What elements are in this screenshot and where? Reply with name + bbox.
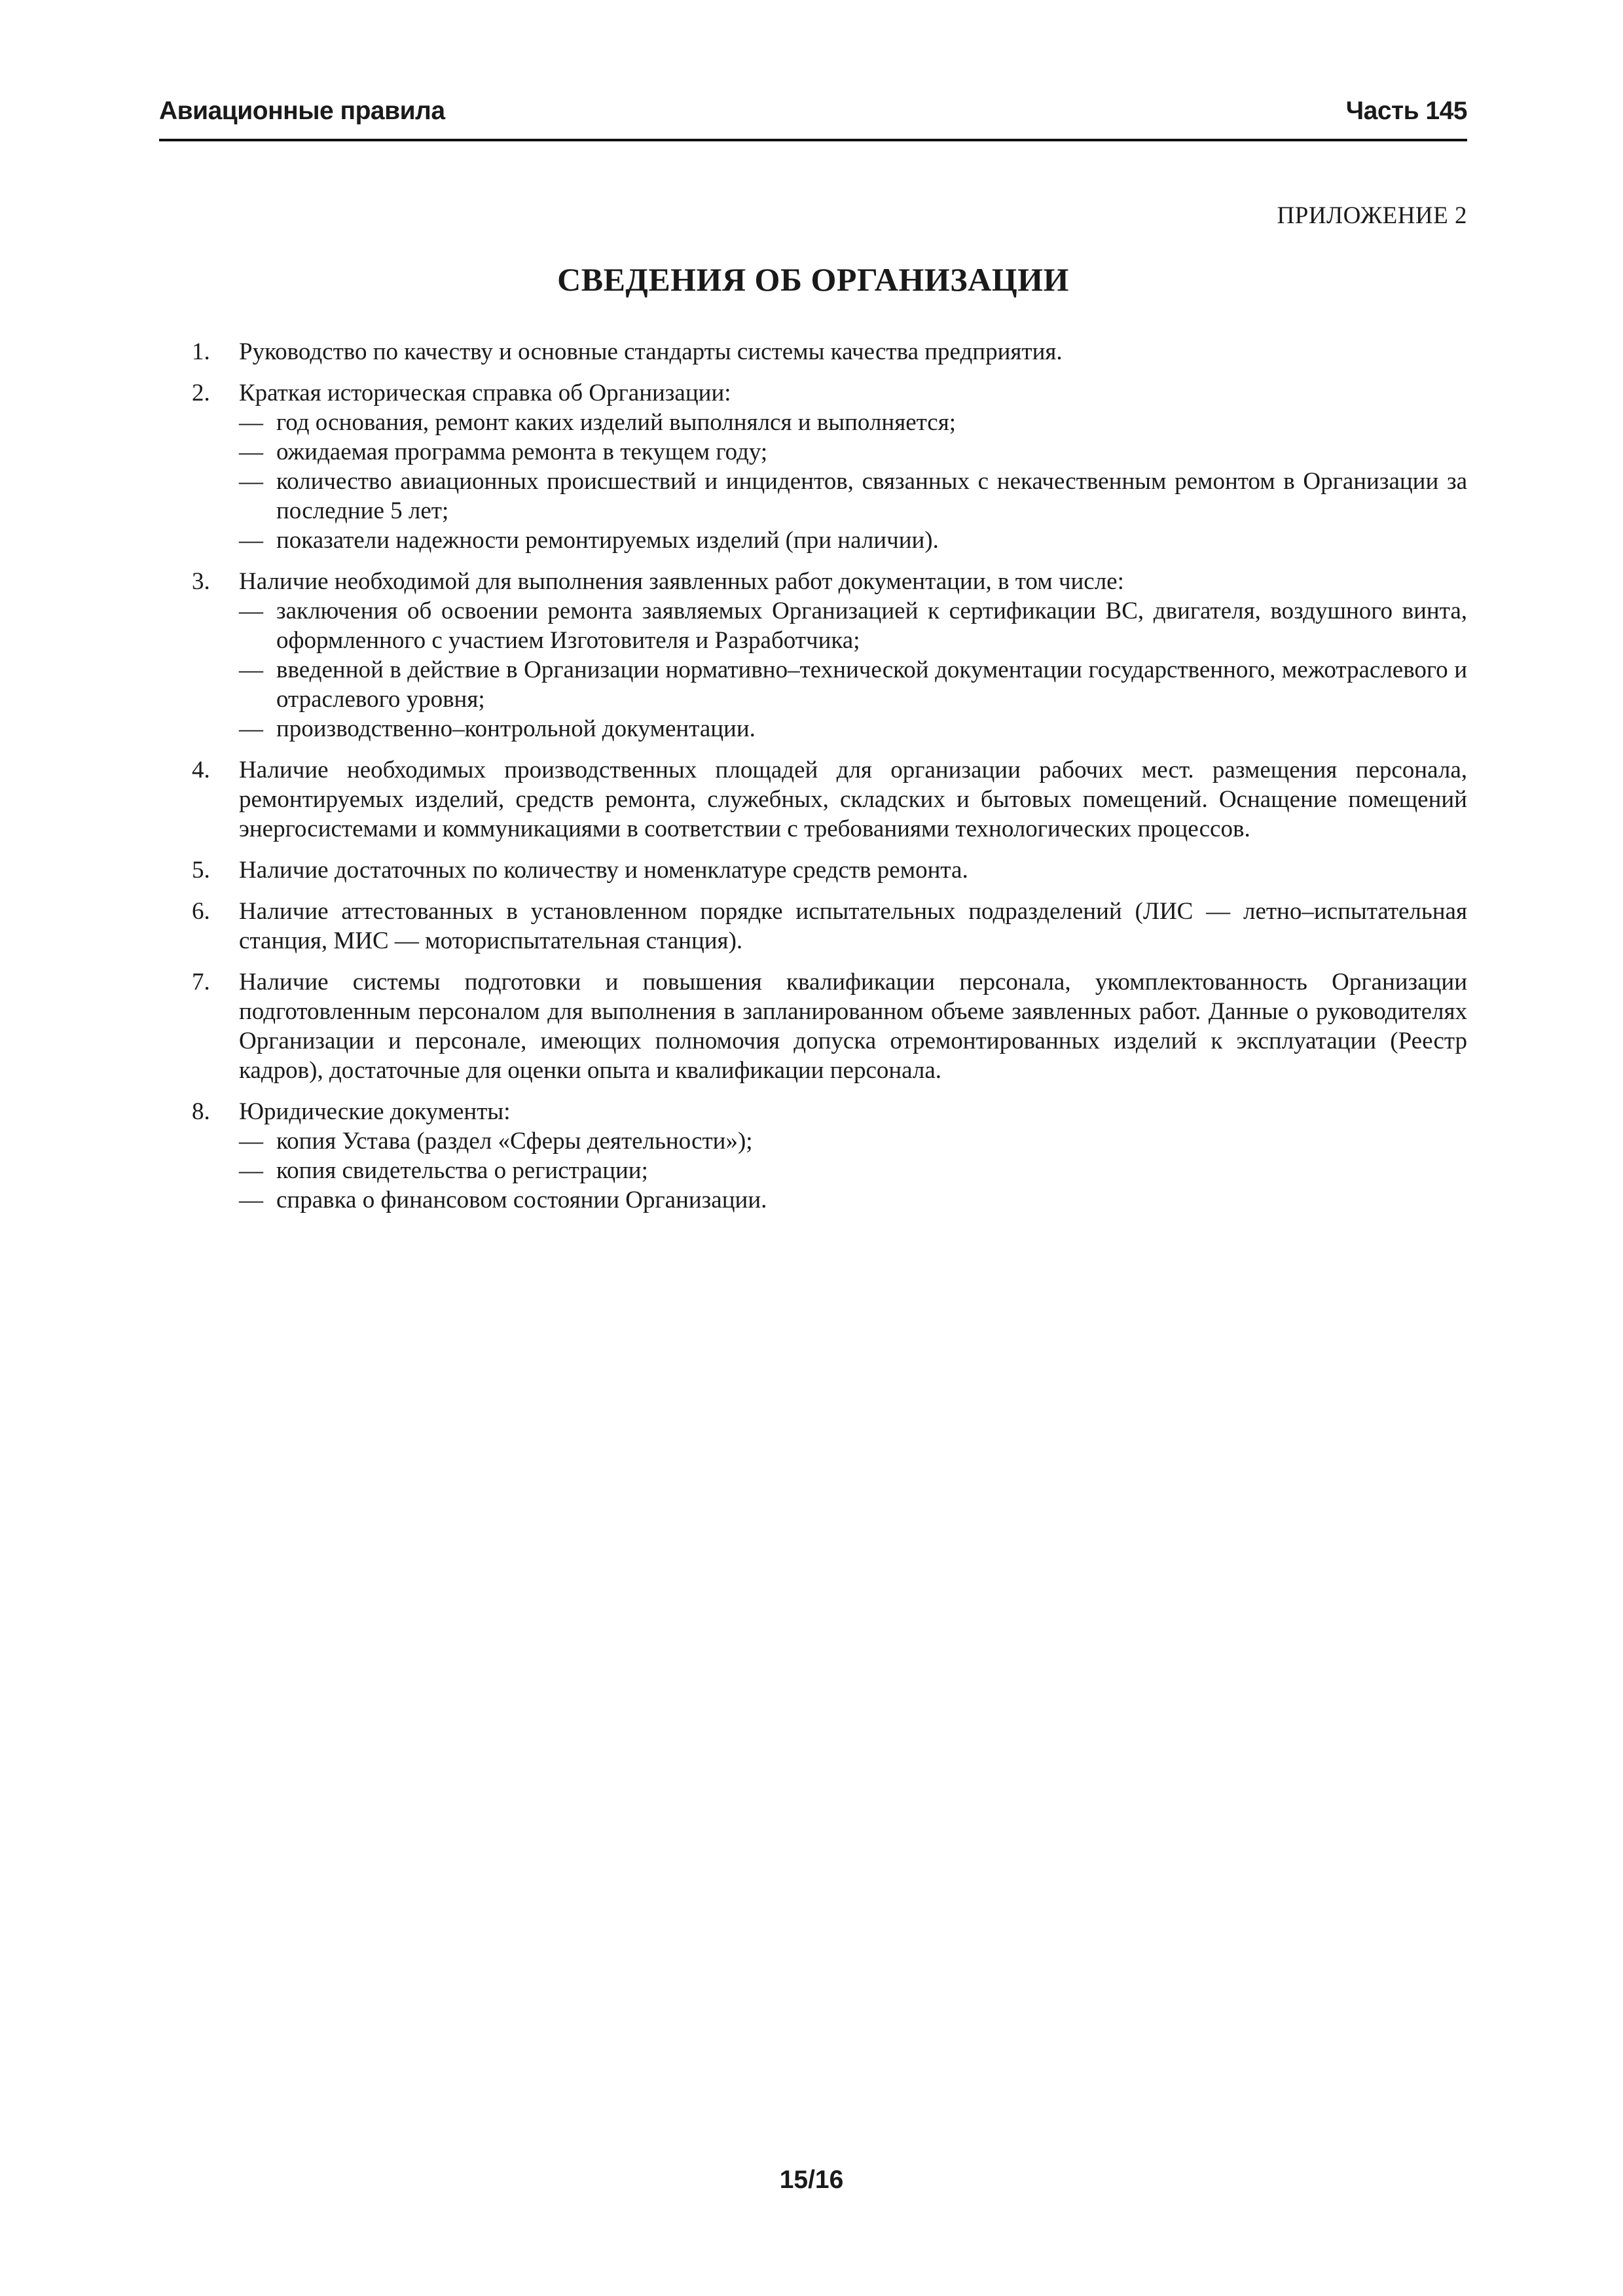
sub-item [239,437,1467,467]
item-number: 8. [192,1098,210,1125]
item-text: Наличие аттестованных в установленном порядке испытательных подразделений (ЛИС — летно–испытательная станция, МИС — моториспытательная станция). [239,898,1467,954]
item-text: Наличие необходимой для выполнения заявленных работ документации, в том числе: [239,568,1124,595]
item-number: 6. [192,898,210,925]
sub-item-text: введенной в действие в Организации нормативно–технической документации государственного, межотраслевого и отраслевого уровня; [276,656,1467,713]
sub-item [239,714,1467,744]
sub-item [239,1185,1467,1215]
list-item-6 [159,897,1467,956]
sub-item-text: заключения об освоении ремонта заявляемых Организацией к сертификации ВС, двигателя, воздушного винта, оформленного с участием Изготовителя и Разработчика; [276,598,1467,654]
dash-marker: — [239,1157,263,1184]
item-number: 7. [192,969,210,996]
sub-item-text: производственно–контрольной документации. [276,715,756,742]
sub-item-text: количество авиационных происшествий и инцидентов, связанных с некачественным ремонтом в Организации за последние 5 лет; [276,468,1467,524]
organization-info-list [159,337,1467,1227]
sub-item-text: ожидаемая программа ремонта в текущем году; [276,439,768,465]
dash-marker: — [239,598,263,624]
sub-item [239,1156,1467,1185]
sub-item [239,655,1467,714]
sub-item [239,596,1467,655]
item-text: Краткая историческая справка об Организации: [239,380,731,406]
sub-item-text: показатели надежности ремонтируемых изделий (при наличии). [276,527,939,554]
item-text: Юридические документы: [239,1098,511,1125]
dash-marker: — [239,656,263,683]
dash-marker: — [239,527,263,554]
sub-item-text: копия свидетельства о регистрации; [276,1157,648,1184]
list-item-2 [159,378,1467,555]
item-text: Руководство по качеству и основные стандарты системы качества предприятия. [239,338,1063,365]
item-number: 1. [192,338,210,365]
dash-marker: — [239,1187,263,1213]
sub-item-text: копия Устава (раздел «Сферы деятельности»); [276,1128,753,1155]
item-number: 4. [192,757,210,783]
header-document-name: Авиационные правила [159,97,445,125]
dash-marker: — [239,439,263,465]
running-header [159,97,1467,141]
item-number: 2. [192,380,210,406]
dash-marker: — [239,1128,263,1155]
sub-item-text: год основания, ремонт каких изделий выполнялся и выполняется; [276,409,956,436]
list-item-4 [159,755,1467,844]
sub-item [239,526,1467,555]
item-number: 5. [192,857,210,884]
item-text: Наличие достаточных по количеству и номенклатуре средств ремонта. [239,857,968,884]
dash-marker: — [239,715,263,742]
sub-item [239,1126,1467,1156]
list-item-7 [159,967,1467,1085]
header-part-number: Часть 145 [1345,97,1467,125]
sub-item-text: справка о финансовом состоянии Организации. [276,1187,767,1213]
page-title: СВЕДЕНИЯ ОБ ОРГАНИЗАЦИИ [557,261,1069,298]
list-item-1 [159,337,1467,367]
appendix-label: ПРИЛОЖЕНИЕ 2 [1277,202,1467,229]
item-text: Наличие системы подготовки и повышения квалификации персонала, укомплектованность Организации подготовленным персоналом для выполнения в запланированном объеме заявленных работ. Данные о руководителях Организации и персонале, имеющих полномочия допуска отремонтированных изделий к эксплуатации (Реестр кадров), достаточные для оценки опыта и квалификации персонала. [239,969,1467,1084]
list-item-3 [159,567,1467,744]
dash-marker: — [239,468,263,495]
list-item-8 [159,1097,1467,1215]
page-number: 15/16 [779,2166,844,2194]
list-item-5 [159,855,1467,885]
sub-item [239,467,1467,526]
item-text: Наличие необходимых производственных площадей для организации рабочих мест. размещения персонала, ремонтируемых изделий, средств ремонта, служебных, складских и бытовых помещений. Оснащение помещений энергосистемами и коммуникациями в соответствии с требованиями технологических процессов. [239,757,1467,842]
sub-item [239,408,1467,437]
item-number: 3. [192,568,210,595]
dash-marker: — [239,409,263,436]
